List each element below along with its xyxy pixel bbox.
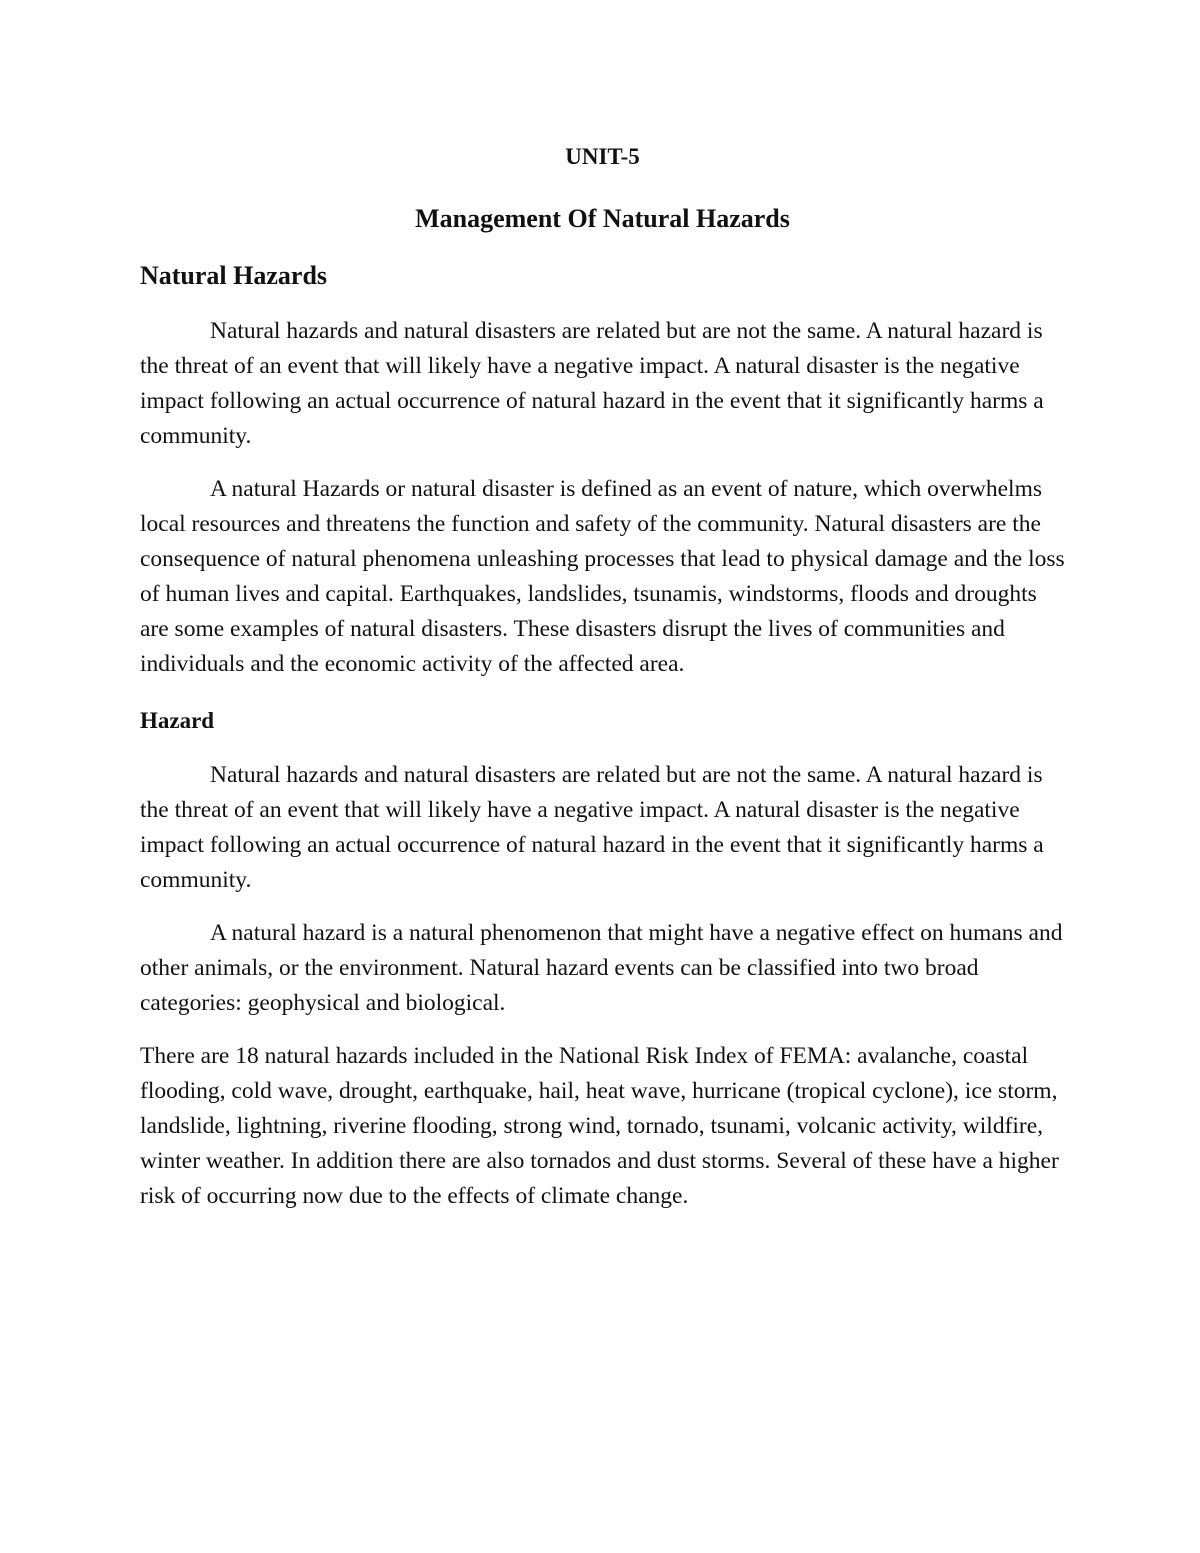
section-heading-natural-hazards: Natural Hazards	[140, 261, 328, 290]
document-title: Management Of Natural Hazards	[415, 204, 790, 233]
paragraph: Natural hazards and natural disasters are related but are not the same. A natural hazard is the threat of an event that will likely have a negative impact. A natural disaster is the negative impact following an actual occurrence of natural hazard in the event that it significantly harms a community.	[140, 318, 1044, 449]
document-content	[140, 140, 1065, 1214]
unit-label: UNIT-5	[565, 144, 640, 169]
section-heading-hazard: Hazard	[140, 708, 215, 733]
paragraph: A natural Hazards or natural disaster is defined as an event of nature, which overwhelms local resources and threatens the function and safety of the community. Natural disasters are the consequence of natural phenomena unleashing processes that lead to physical damage and the loss of human lives and capital. Earthquakes, landslides, tsunamis, windstorms, floods and droughts are some examples of natural disasters. These disasters disrupt the lives of communities and individuals and the economic activity of the affected area.	[140, 476, 1065, 677]
paragraph: A natural hazard is a natural phenomenon that might have a negative effect on humans and other animals, or the environment. Natural hazard events can be classified into two broad categories: geophysical and biological.	[140, 920, 1063, 1016]
paragraph: Natural hazards and natural disasters are related but are not the same. A natural hazard is the threat of an event that will likely have a negative impact. A natural disaster is the negative impact following an actual occurrence of natural hazard in the event that it significantly harms a community.	[140, 762, 1044, 893]
paragraph: There are 18 natural hazards included in the National Risk Index of FEMA: avalanche, coastal flooding, cold wave, drought, earthquake, hail, heat wave, hurricane (tropical cyclone), ice storm, landslide, lightning, riverine flooding, strong wind, tornado, tsunami, volcanic activity, wildfire, winter weather. In addition there are also tornados and dust storms. Several of these have a higher risk of occurring now due to the effects of climate change.	[140, 1043, 1059, 1209]
